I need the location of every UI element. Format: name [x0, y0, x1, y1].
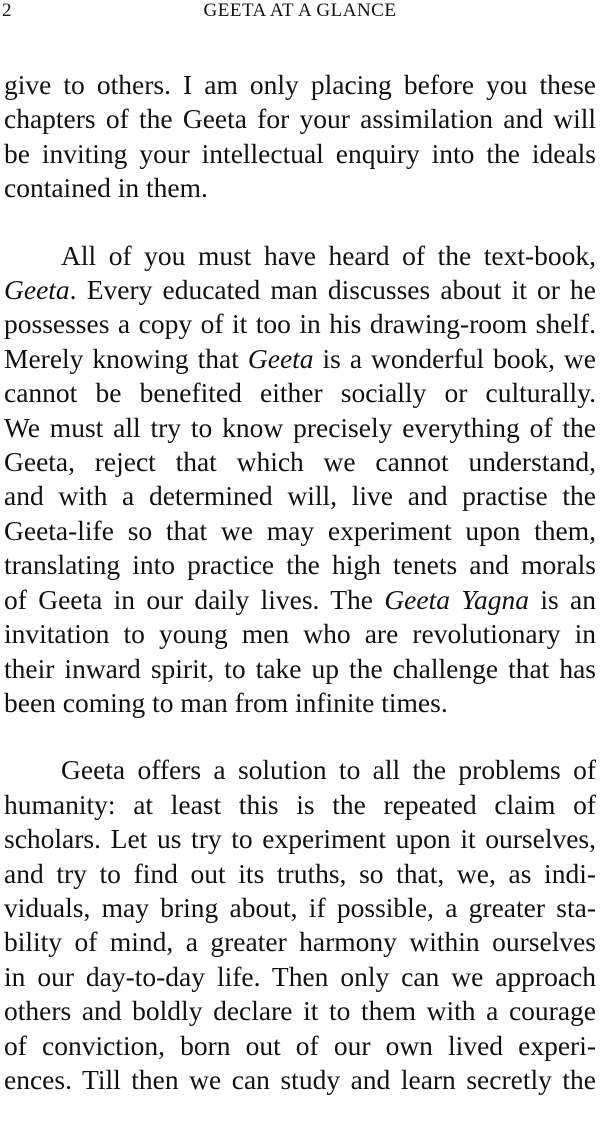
text-line: and with a determined will, live and practise the	[4, 480, 596, 512]
text-line: viduals, may bring about, if possible, a greater sta-	[4, 891, 596, 923]
italic-title: Geeta Yagna	[384, 583, 530, 615]
text-line: scholars. Let us try to experiment upon it ourselves,	[4, 823, 596, 855]
text-line: All of you must have heard of the text-book,	[61, 239, 596, 271]
text-line: Geeta offers a solution to all the problems of	[61, 754, 596, 786]
text-line: in our day-to-day life. Then only can we approach	[4, 960, 596, 992]
page-number: 2	[2, 0, 12, 21]
text-line: translating into practice the high tenets and morals	[4, 549, 596, 581]
text-line: Geeta. Every educated man discusses about it or he	[4, 274, 596, 306]
text-line: of Geeta in our daily lives. The Geeta Yagna is an	[4, 583, 596, 615]
text-line: chapters of the Geeta for your assimilation and will	[4, 103, 596, 135]
text-line: be inviting your intellectual enquiry into the ideals	[4, 137, 596, 169]
text-line: We must all try to know precisely everything of the	[4, 411, 596, 443]
text-line: Merely knowing that Geeta is a wonderful book, we	[4, 342, 596, 374]
running-head-title: GEETA AT A GLANCE	[203, 0, 397, 21]
text-line: bility of mind, a greater harmony within ourselves	[4, 926, 596, 958]
italic-title: Geeta	[247, 342, 314, 374]
text-line: Geeta, reject that which we cannot understand,	[4, 446, 596, 478]
body-text	[4, 68, 596, 1130]
text-line: contained in them.	[4, 172, 208, 204]
running-head	[0, 0, 600, 26]
text-line: been coming to man from infinite times.	[4, 686, 448, 718]
text-line: others and boldly declare it to them with a courage	[4, 995, 596, 1027]
text-line: possesses a copy of it too in his drawing-room shelf.	[4, 308, 596, 340]
italic-title: Geeta	[4, 274, 70, 306]
paragraph-2	[4, 239, 596, 721]
text-line: their inward spirit, to take up the challenge that has	[4, 652, 596, 684]
text-line: and try to find out its truths, so that, we, as indi-	[4, 857, 596, 889]
paragraph-3	[4, 753, 596, 1097]
text-line: give to others. I am only placing before you these	[4, 69, 596, 100]
text-line: cannot be benefited either socially or culturally.	[4, 377, 596, 409]
text-line: ences. Till then we can study and learn secretly the	[4, 1063, 596, 1095]
text-line: invitation to young men who are revolutionary in	[4, 618, 596, 650]
paragraph-1	[4, 68, 596, 206]
text-line: humanity: at least this is the repeated claim of	[4, 788, 596, 820]
text-line: of conviction, born out of our own lived experi-	[4, 1029, 596, 1061]
text-line: Geeta-life so that we may experiment upon them,	[4, 514, 596, 546]
